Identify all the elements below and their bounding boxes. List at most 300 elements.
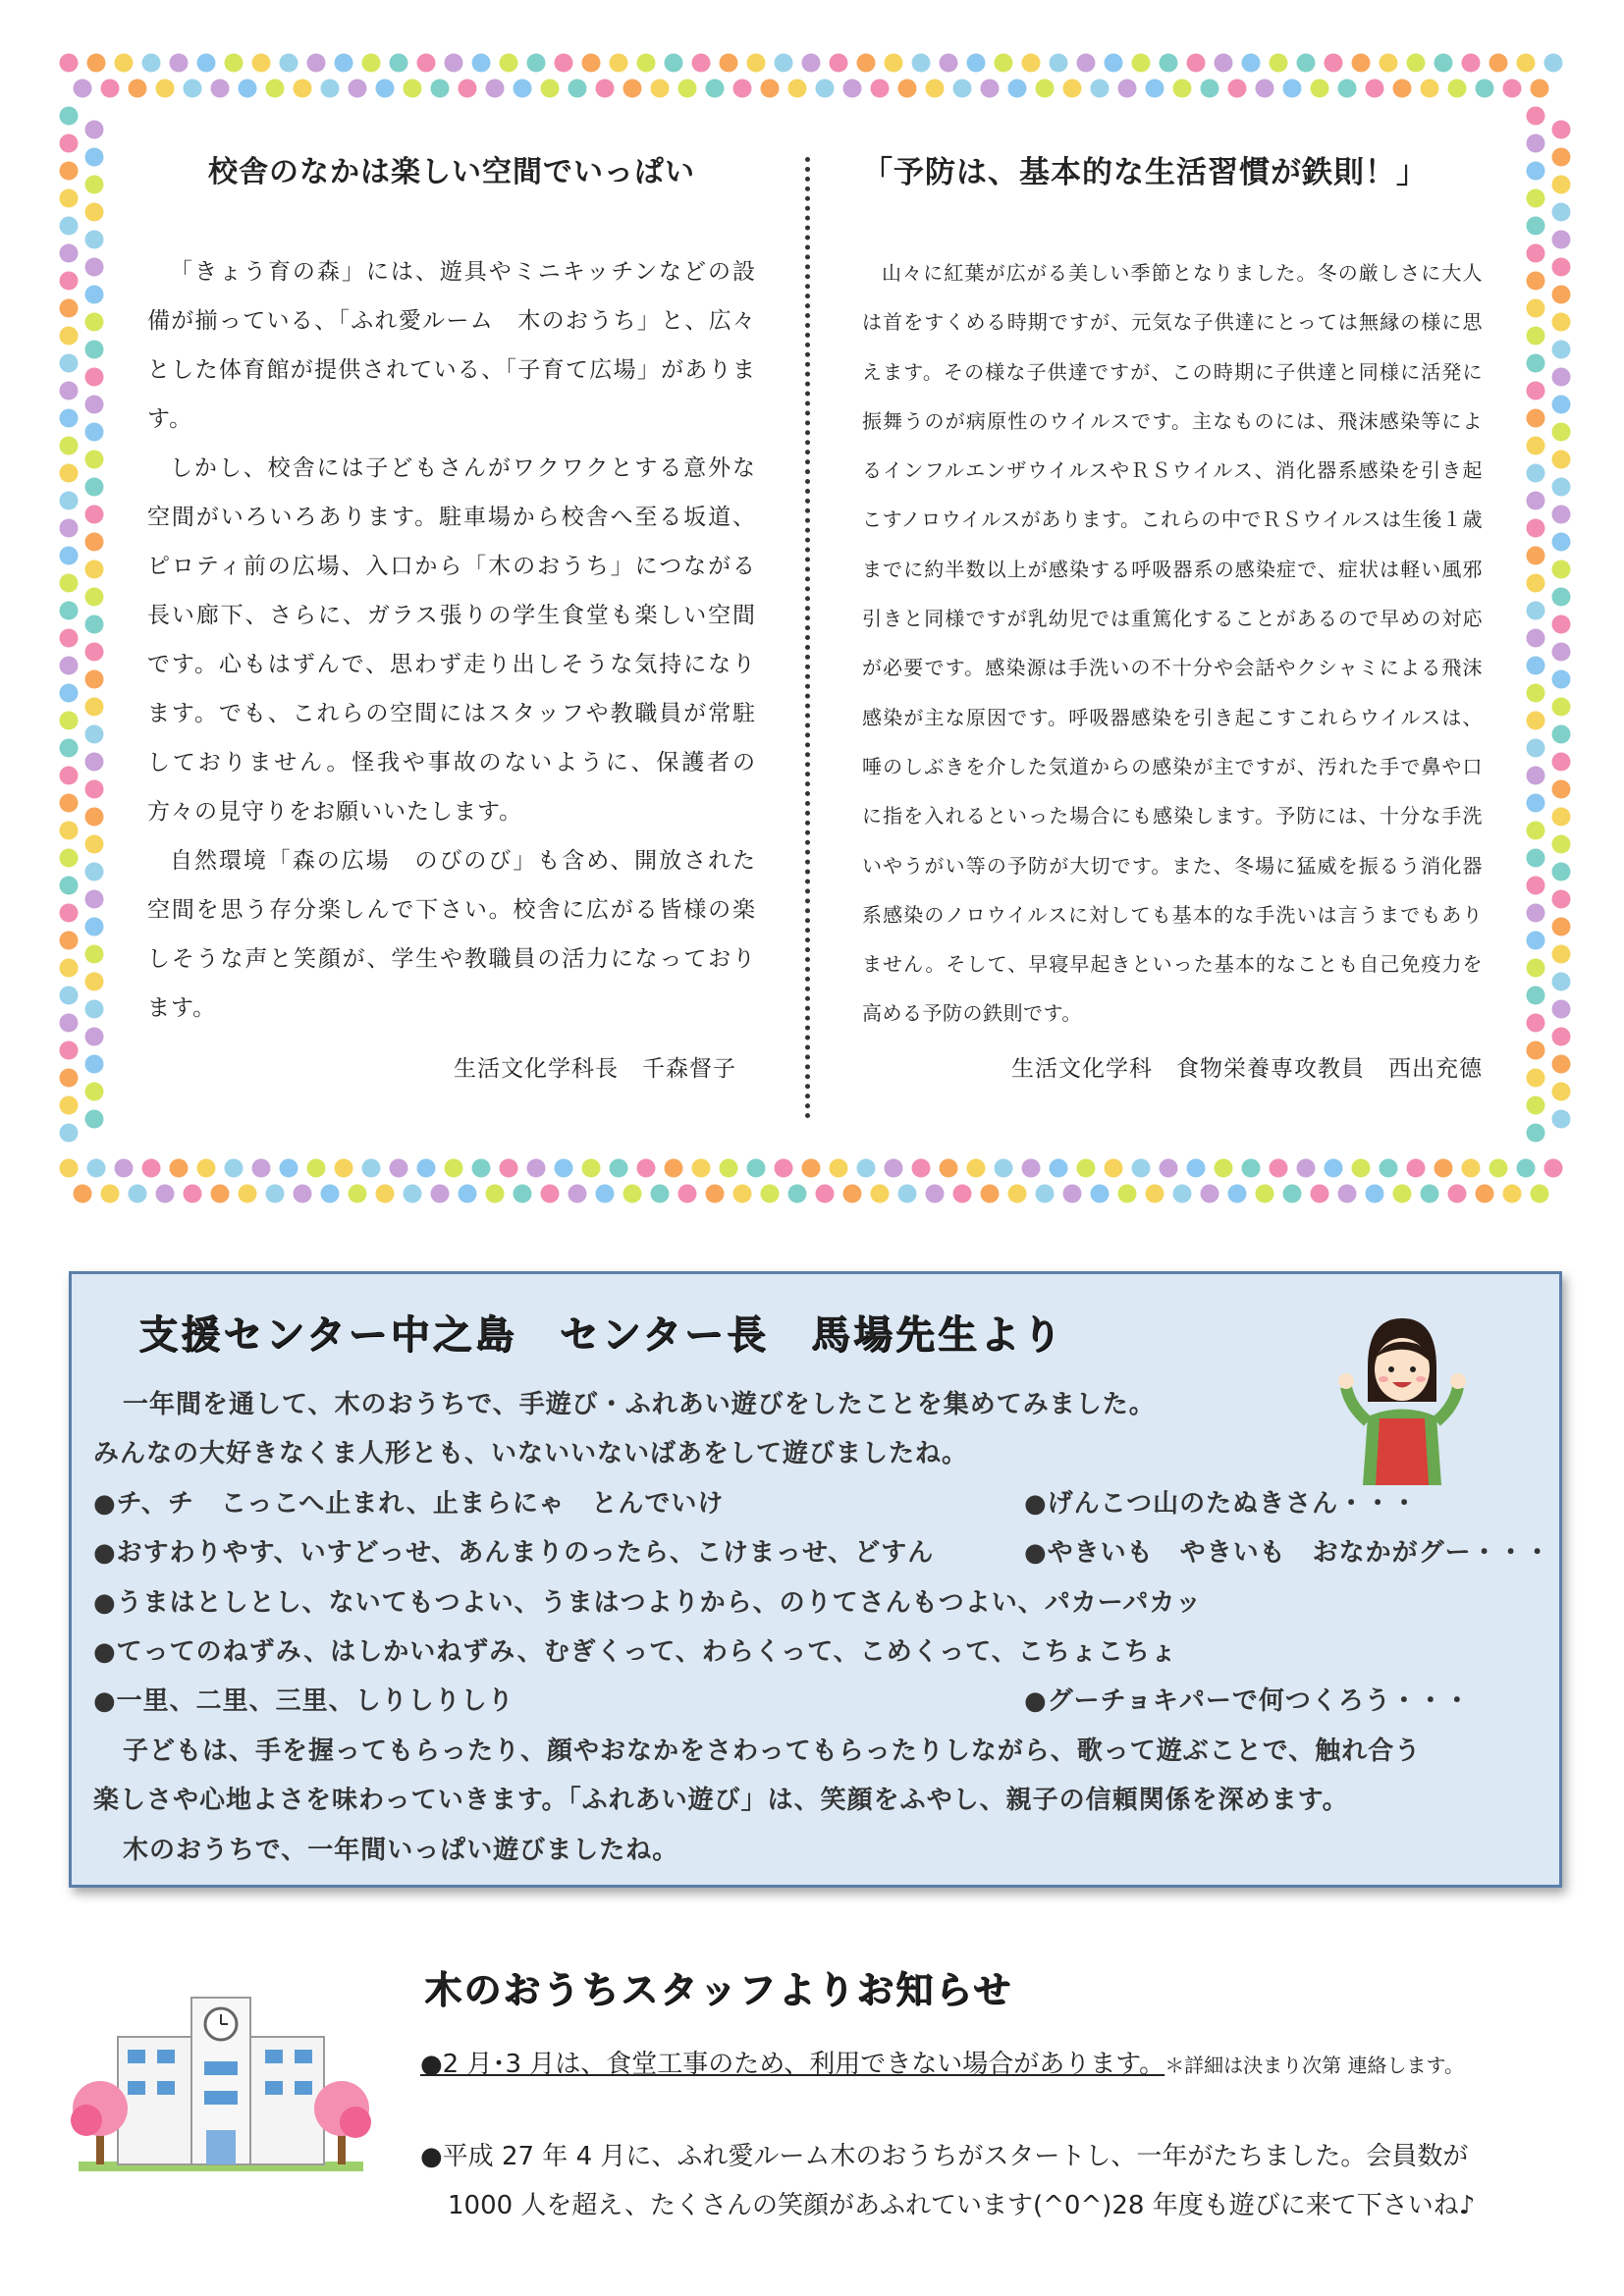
frame-dot: [1283, 80, 1302, 98]
frame-dot: [417, 1159, 436, 1178]
frame-dot: [486, 1185, 505, 1203]
frame-dot: [940, 1159, 958, 1178]
frame-dot: [1435, 54, 1453, 73]
frame-dot: [665, 54, 683, 73]
frame-dot: [1552, 808, 1571, 827]
frame-dot: [60, 822, 79, 840]
frame-dot: [417, 54, 436, 73]
frame-dot: [307, 1159, 326, 1178]
frame-dot: [60, 244, 79, 263]
frame-dot: [60, 1159, 79, 1178]
frame-dot: [1050, 54, 1068, 73]
frame-dot: [85, 808, 104, 827]
frame-dot: [1283, 1185, 1302, 1203]
frame-dot: [1552, 725, 1571, 744]
frame-dot: [610, 1159, 628, 1178]
frame-dot: [692, 54, 711, 73]
left-paragraph-3: 自然環境「森の広場 のびのび」も含め、開放された空間を思う存分楽しんで下さい。校舎に広がる皆様の楽しそうな声と笑顔が、学生や教職員の活力になっております。: [147, 848, 756, 1021]
frame-dot: [170, 54, 189, 73]
frame-dot: [431, 1185, 450, 1203]
frame-dot: [1527, 849, 1545, 868]
frame-dot: [940, 54, 958, 73]
frame-dot: [376, 80, 395, 98]
frame-dot: [225, 54, 244, 73]
frame-dot: [211, 80, 230, 98]
frame-dot: [1201, 80, 1219, 98]
frame-dot: [335, 54, 353, 73]
frame-dot: [1091, 1185, 1110, 1203]
frame-dot: [486, 80, 505, 98]
frame-dot: [252, 1159, 271, 1178]
frame-dot: [294, 1185, 312, 1203]
frame-dot: [1270, 1159, 1288, 1178]
frame-dot: [60, 1069, 79, 1088]
frame-dot: [85, 643, 104, 662]
frame-dot: [1552, 670, 1571, 689]
frame-dot: [1527, 492, 1545, 510]
frame-dot: [1338, 80, 1357, 98]
frame-dot: [1325, 54, 1343, 73]
frame-dot: [85, 725, 104, 744]
frame-dot: [1476, 80, 1494, 98]
frame-dot: [85, 561, 104, 579]
frame-dot: [1527, 904, 1545, 923]
frame-dot: [74, 80, 92, 98]
frame-dot: [1527, 547, 1545, 565]
frame-dot: [60, 54, 79, 73]
frame-dot: [953, 80, 972, 98]
frame-dot: [1527, 299, 1545, 318]
frame-dot: [1503, 1185, 1522, 1203]
frame-dot: [926, 1185, 945, 1203]
song-row-5: [93, 1677, 1537, 1726]
frame-dot: [60, 547, 79, 565]
frame-dot: [885, 1159, 903, 1178]
frame-dot: [85, 231, 104, 249]
notice-item-2-line-2: 1000 人を超え、たくさんの笑顔があふれています(^0^)28 年度も遊びに来て下さいね♪: [448, 2191, 1476, 2220]
frame-dot: [514, 80, 532, 98]
frame-dot: [280, 54, 298, 73]
frame-dot: [555, 1159, 573, 1178]
frame-dot: [85, 588, 104, 607]
frame-dot: [995, 54, 1013, 73]
frame-dot: [1544, 54, 1563, 73]
frame-dot: [60, 684, 79, 703]
frame-dot: [85, 176, 104, 194]
frame-dot: [1552, 863, 1571, 881]
frame-dot: [871, 1185, 890, 1203]
frame-dot: [362, 1159, 381, 1178]
frame-dot: [981, 80, 1000, 98]
frame-dot: [1173, 1185, 1192, 1203]
column-divider: [805, 157, 810, 1119]
frame-dot: [1228, 1185, 1247, 1203]
frame-dot: [967, 54, 986, 73]
frame-dot: [390, 54, 408, 73]
frame-dot: [1325, 1159, 1343, 1178]
frame-dot: [1228, 80, 1247, 98]
frame-dot: [101, 1185, 120, 1203]
frame-dot: [60, 767, 79, 785]
frame-dot: [459, 80, 477, 98]
support-center-box: [69, 1271, 1562, 1888]
right-paragraph-1: 山々に紅葉が広がる美しい季節となりました。冬の厳しさに大人は首をすくめる時期ですが、元気な子供達にとっては無縁の様に思えます。その様な子供達ですが、この時期に子供達と同様に活発に振舞うのが病原性のウイルスです。主なものには、飛沫感染等によるインフルエンザウイルスやＲＳウイルス、消化器系感染を引き起こすノロウイルスがあります。これらの中でＲＳウイルスは生後１歳までに約半数以上が感染する呼吸器系の感染症で、症状は軽い風邪引きと同様ですが乳幼児では重篤化することがあるので早めの対応が必要です。感染源は手洗いの不十分や会話やクシャミによる飛沫感染が主な原因です。呼吸器感染を引き起こすこれらウイルスは、唾のしぶきを介した気道からの感染が主ですが、汚れた手で鼻や口に指を入れるといった場合にも感染します。予防には、十分な手洗いやうがい等の予防が大切です。また、冬場に猛威を振るう消化器系感染のノロウイルスに対しても基本的な手洗いは言うまでもありません。そして、早寝早起きといった基本的なことも自己免疫力を高める予防の鉄則です。: [862, 261, 1483, 1026]
frame-dot: [1380, 1159, 1398, 1178]
frame-dot: [1552, 1055, 1571, 1074]
frame-dot: [1105, 54, 1123, 73]
frame-dot: [445, 54, 463, 73]
frame-dot: [60, 1041, 79, 1060]
frame-dot: [1527, 1096, 1545, 1115]
frame-dot: [1311, 80, 1329, 98]
frame-dot: [60, 712, 79, 730]
frame-dot: [720, 54, 738, 73]
frame-dot: [582, 1159, 601, 1178]
song-item: ●てってのねずみ、はしかいねずみ、むぎくって、わらくって、こめくって、こちょこちょ: [93, 1636, 1177, 1667]
frame-dot: [1503, 80, 1522, 98]
frame-dot: [1527, 354, 1545, 373]
frame-dot: [1527, 162, 1545, 181]
frame-dot: [1527, 272, 1545, 291]
frame-dot: [1552, 561, 1571, 579]
frame-dot: [1448, 1185, 1467, 1203]
frame-dot: [637, 1159, 656, 1178]
notice-item-2: [420, 2132, 1475, 2230]
support-body: [93, 1380, 1551, 1875]
frame-dot: [871, 80, 890, 98]
frame-dot: [1489, 1159, 1508, 1178]
frame-dot: [1527, 189, 1545, 208]
frame-dot: [1552, 368, 1571, 387]
frame-dot: [541, 1185, 560, 1203]
frame-dot: [156, 80, 175, 98]
frame-dot: [142, 54, 161, 73]
frame-dot: [85, 1028, 104, 1046]
frame-dot: [115, 54, 134, 73]
frame-dot: [85, 341, 104, 359]
frame-dot: [85, 698, 104, 717]
frame-dot: [85, 286, 104, 304]
frame-dot: [60, 409, 79, 428]
frame-dot: [1552, 313, 1571, 332]
frame-dot: [85, 396, 104, 414]
support-title: 支援センター中之島 センター長 馬場先生より: [138, 1312, 1064, 1358]
notice-item-1: [420, 2044, 1464, 2080]
song-item: ●おすわりやす、いすどっせ、あんまりのったら、こけまっせ、どすん: [93, 1538, 935, 1569]
left-column: [147, 147, 756, 1083]
frame-dot: [1552, 396, 1571, 414]
frame-dot: [60, 932, 79, 950]
frame-dot: [1552, 615, 1571, 634]
frame-dot: [85, 451, 104, 469]
right-column: [862, 147, 1483, 1083]
frame-dot: [1022, 54, 1041, 73]
frame-dot: [651, 1185, 670, 1203]
frame-dot: [266, 1185, 285, 1203]
frame-dot: [1146, 1185, 1164, 1203]
frame-dot: [1527, 1041, 1545, 1060]
frame-dot: [1552, 148, 1571, 167]
frame-dot: [349, 80, 367, 98]
frame-dot: [1552, 698, 1571, 717]
frame-dot: [1105, 1159, 1123, 1178]
frame-dot: [1421, 1185, 1439, 1203]
frame-dot: [85, 945, 104, 964]
frame-dot: [85, 121, 104, 139]
frame-dot: [1380, 54, 1398, 73]
frame-dot: [85, 478, 104, 497]
frame-dot: [1091, 80, 1110, 98]
frame-dot: [981, 1185, 1000, 1203]
frame-dot: [115, 1159, 134, 1178]
frame-dot: [885, 54, 903, 73]
frame-dot: [967, 1159, 986, 1178]
frame-dot: [926, 80, 945, 98]
frame-dot: [637, 54, 656, 73]
frame-dot: [60, 1014, 79, 1033]
frame-dot: [1270, 54, 1288, 73]
frame-dot: [85, 753, 104, 772]
frame-dot: [239, 1185, 257, 1203]
frame-dot: [1527, 712, 1545, 730]
frame-dot: [912, 54, 931, 73]
frame-dot: [1476, 1185, 1494, 1203]
frame-dot: [156, 1185, 175, 1203]
frame-dot: [1527, 794, 1545, 813]
frame-dot: [775, 1159, 793, 1178]
frame-dot: [1527, 932, 1545, 950]
frame-dot: [953, 1185, 972, 1203]
frame-dot: [761, 80, 780, 98]
frame-dot: [1160, 1159, 1178, 1178]
frame-dot: [1552, 588, 1571, 607]
right-column-title: 「予防は、基本的な生活習慣が鉄則！」: [862, 155, 1428, 190]
frame-dot: [60, 519, 79, 538]
frame-dot: [1527, 519, 1545, 538]
frame-dot: [527, 54, 546, 73]
notice-item-1-note: ＊詳細は決まり次第 連絡します。: [1164, 2054, 1464, 2077]
frame-dot: [60, 492, 79, 510]
frame-dot: [1242, 54, 1261, 73]
frame-dot: [1552, 506, 1571, 524]
frame-dot: [1527, 767, 1545, 785]
frame-dot: [1552, 341, 1571, 359]
frame-dot: [1008, 1185, 1027, 1203]
frame-dot: [1552, 203, 1571, 222]
frame-dot: [472, 1159, 491, 1178]
frame-dot: [857, 1159, 876, 1178]
frame-dot: [1421, 80, 1439, 98]
frame-dot: [555, 54, 573, 73]
frame-dot: [665, 1159, 683, 1178]
frame-dot: [1462, 1159, 1481, 1178]
frame-dot: [60, 904, 79, 923]
song-item: ●一里、二里、三里、しりしりしり: [93, 1686, 514, 1717]
frame-dot: [816, 1185, 835, 1203]
frame-dot: [85, 258, 104, 277]
frame-dot: [1527, 1124, 1545, 1143]
frame-dot: [1036, 80, 1055, 98]
frame-dot: [184, 80, 202, 98]
frame-dot: [1256, 80, 1274, 98]
frame-dot: [376, 1185, 395, 1203]
frame-dot: [1187, 1159, 1206, 1178]
frame-dot: [85, 1000, 104, 1019]
frame-dot: [1077, 54, 1096, 73]
frame-dot: [678, 1185, 697, 1203]
frame-dot: [1527, 327, 1545, 346]
frame-dot: [294, 80, 312, 98]
frame-dot: [349, 1185, 367, 1203]
frame-dot: [85, 1110, 104, 1129]
frame-dot: [225, 1159, 244, 1178]
frame-dot: [85, 918, 104, 936]
support-intro-2: みんなの大好きなくま人形とも、いないいないばあをして遊びましたね。: [93, 1439, 969, 1469]
frame-dot: [321, 80, 340, 98]
frame-dot: [733, 1185, 752, 1203]
frame-dot: [85, 863, 104, 881]
frame-dot: [1531, 80, 1549, 98]
notice-title: 木のおうちスタッフよりお知らせ: [424, 1968, 1012, 2011]
frame-dot: [129, 80, 147, 98]
frame-dot: [239, 80, 257, 98]
frame-dot: [500, 1159, 518, 1178]
frame-dot: [678, 80, 697, 98]
frame-dot: [1146, 80, 1164, 98]
frame-dot: [404, 80, 422, 98]
frame-dot: [85, 506, 104, 524]
frame-dot: [1393, 80, 1412, 98]
frame-dot: [60, 739, 79, 758]
frame-dot: [85, 780, 104, 799]
frame-dot: [1527, 574, 1545, 593]
frame-dot: [1132, 1159, 1151, 1178]
frame-dot: [85, 1083, 104, 1101]
frame-dot: [1527, 134, 1545, 153]
frame-dot: [60, 354, 79, 373]
frame-dot: [1552, 286, 1571, 304]
frame-dot: [321, 1185, 340, 1203]
frame-dot: [527, 1159, 546, 1178]
frame-dot: [60, 134, 79, 153]
frame-dot: [60, 849, 79, 868]
frame-dot: [60, 602, 79, 620]
frame-dot: [1407, 1159, 1426, 1178]
frame-dot: [1552, 451, 1571, 469]
frame-dot: [1173, 80, 1192, 98]
frame-dot: [459, 1185, 477, 1203]
frame-dot: [129, 1185, 147, 1203]
frame-dot: [1527, 739, 1545, 758]
frame-dot: [747, 1159, 766, 1178]
frame-dot: [1160, 54, 1178, 73]
frame-dot: [898, 1185, 917, 1203]
left-column-title: 校舎のなかは楽しい空間でいっぱい: [208, 155, 695, 189]
frame-dot: [1527, 877, 1545, 895]
notice-item-2-line-1: ●平成 27 年 4 月に、ふれ愛ルーム木のおうちがスタートし、一年がたちました。会員数が: [420, 2142, 1469, 2171]
frame-dot: [1489, 54, 1508, 73]
frame-dot: [85, 533, 104, 552]
frame-dot: [1527, 437, 1545, 455]
frame-dot: [60, 162, 79, 181]
song-item: ●げんこつ山のたぬきさん・・・: [1024, 1488, 1419, 1519]
frame-dot: [170, 1159, 189, 1178]
support-intro-1: 一年間を通して、木のおうちで、手遊び・ふれあい遊びをしたことを集めてみました。: [123, 1390, 1156, 1419]
frame-dot: [1552, 231, 1571, 249]
frame-dot: [1352, 54, 1371, 73]
notice-item-1-main: ●2 月･3 月は、食堂工事のため、利用できない場合があります。: [420, 2050, 1165, 2079]
support-outro-1: 子どもは、手を握ってもらったり、顔やおなかをさわってもらったりしながら、歌って遊ぶことで、触れ合う: [123, 1735, 1422, 1766]
frame-dot: [60, 107, 79, 126]
frame-dot: [60, 877, 79, 895]
frame-dot: [1366, 1185, 1384, 1203]
frame-dot: [1215, 1159, 1233, 1178]
frame-dot: [830, 54, 848, 73]
frame-dot: [85, 615, 104, 634]
frame-dot: [1531, 1185, 1549, 1203]
frame-dot: [995, 1159, 1013, 1178]
frame-dot: [541, 80, 560, 98]
frame-dot: [1552, 945, 1571, 964]
frame-dot: [1311, 1185, 1329, 1203]
frame-dot: [431, 80, 450, 98]
frame-dot: [1552, 478, 1571, 497]
frame-dot: [60, 574, 79, 593]
frame-dot: [60, 189, 79, 208]
frame-dot: [60, 382, 79, 400]
frame-dot: [445, 1159, 463, 1178]
frame-dot: [816, 80, 835, 98]
frame-dot: [788, 1185, 807, 1203]
frame-dot: [1118, 80, 1137, 98]
frame-dot: [830, 1159, 848, 1178]
frame-dot: [60, 327, 79, 346]
left-paragraph-1: 「きょう育の森」には、遊具やミニキッチンなどの設備が揃っている、「ふれ愛ルーム 木のおうち」と、広々とした体育館が提供されている、「子育て広場」があります。: [147, 259, 756, 432]
frame-dot: [651, 80, 670, 98]
frame-dot: [307, 54, 326, 73]
frame-dot: [60, 959, 79, 978]
frame-dot: [1527, 382, 1545, 400]
frame-dot: [74, 1185, 92, 1203]
frame-dot: [60, 437, 79, 455]
frame-dot: [747, 54, 766, 73]
frame-dot: [280, 1159, 298, 1178]
frame-dot: [610, 54, 628, 73]
frame-dot: [1132, 54, 1151, 73]
frame-dot: [761, 1185, 780, 1203]
frame-dot: [211, 1185, 230, 1203]
frame-dot: [1552, 918, 1571, 936]
frame-dot: [60, 1124, 79, 1143]
frame-dot: [596, 1185, 615, 1203]
frame-dot: [60, 217, 79, 236]
frame-dot: [623, 1185, 642, 1203]
frame-dot: [60, 1096, 79, 1115]
frame-dot: [1527, 987, 1545, 1005]
frame-dot: [1242, 1159, 1261, 1178]
frame-dot: [1435, 1159, 1453, 1178]
song-row-2: [93, 1528, 1551, 1577]
frame-dot: [1527, 629, 1545, 648]
frame-dot: [1366, 80, 1384, 98]
frame-dot: [184, 1185, 202, 1203]
frame-dot: [568, 80, 587, 98]
frame-dot: [1050, 1159, 1068, 1178]
frame-dot: [101, 80, 120, 98]
frame-dot: [1552, 835, 1571, 854]
frame-dot: [802, 54, 821, 73]
frame-dot: [197, 1159, 216, 1178]
